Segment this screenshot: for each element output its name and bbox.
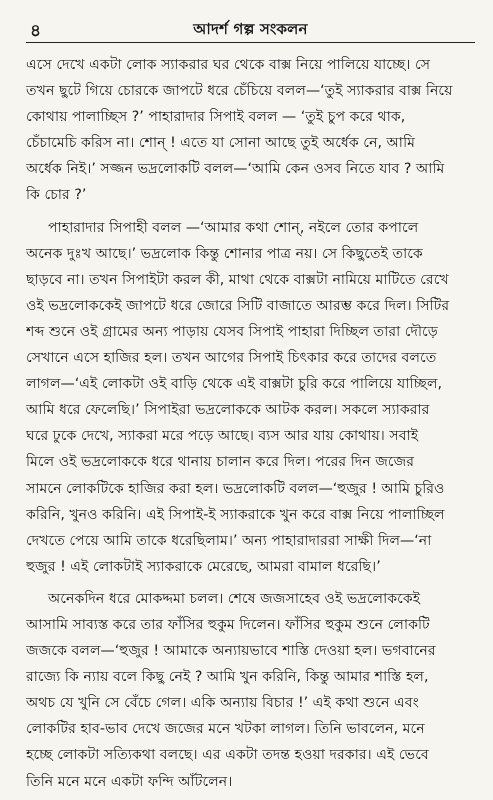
paragraph: [26, 586, 475, 795]
text-line: ওই ভদ্রলোককেই জাপটে ধরে জোরে সিটি বাজাতে আরম্ভ করে দিল। সিটির: [26, 297, 450, 314]
text-line: তখন ছুটে গিয়ে চোরকে জাপটে ধরে চেঁচিয়ে বলল—‘তুই স্যাকরার বাক্স নিয়ে: [26, 83, 453, 100]
text-line: অথচ যে খুনি সে বেঁচে গেল। একি অন্যায় বিচার !’ এই কথা শুনে এবং: [26, 695, 419, 712]
text-line: তিনি মনে মনে একটা ফন্দি আঁটলেন।: [26, 773, 233, 790]
running-title: আদর্শ গল্প সংকলন: [193, 20, 308, 38]
text-line: ঘরে ঢুকে দেখে, স্যাকরা মরে পড়ে আছে। ব্যস আর যায় কোথায়। সবাই: [26, 428, 419, 445]
text-line: ছাড়বে না। তখন সিপাইটা করল কী, মাথা থেকে বাক্সটা নামিয়ে মাটিতে রেখে: [26, 271, 449, 288]
text-line: হুজুর ! এই লোকটাই স্যাকরাকে মেরেছে, আমরা বামাল ধরেছি।’: [26, 558, 381, 575]
text-line: অর্ধেক নিই।’ সজ্জন ভদ্রলোকটি বলল—‘আমি কেন ওসব নিতে যাব ? আমি: [26, 161, 445, 178]
text-line: হচ্ছে লোকটা সত্যিকথা বলছে। এর একটা তদন্ত হওয়া দরকার। এই ভেবে: [26, 747, 429, 764]
text-line: সামনে লোকটিকে হাজির করা হল। ভদ্রলোকটি বলল—‘হুজুর ! আমি চুরিও: [26, 480, 445, 497]
text-line: এসে দেখে একটা লোক স্যাকরার ঘর থেকে বাক্স নিয়ে পালিয়ে যাচ্ছে। সে: [26, 57, 431, 73]
text-line: লাগল—‘এই লোকটা ওই বাড়ি থেকে এই বাক্সটা চুরি করে পালিয়ে যাচ্ছিল,: [26, 376, 443, 393]
page-number: ৪: [30, 21, 42, 41]
text-line: কোথায় পালাচ্ছিস ?’ পাহারাদার সিপাই বলল — ‘তুই চুপ করে থাক,: [26, 109, 406, 126]
story-text: [26, 52, 475, 795]
page-header: [26, 12, 475, 46]
text-line: কি চোর ?’: [26, 187, 87, 204]
text-line: আসামি সাব্যস্ত করে তার ফাঁসির হুকুম দিলেন। ফাঁসির হুকুম শুনে লোকটি: [26, 616, 430, 633]
text-line: পাহারাদার সিপাহী বলল —‘আমার কথা শোন্, নইলে তোর কপালে: [48, 219, 419, 236]
text-line: চেঁচামেচি করিস না। শোন্ ! এতে যা সোনা আছে তুই অর্ধেক নে, আমি: [26, 135, 416, 152]
text-line: জজকে বলল—‘হুজুর ! আমাকে অন্যায়ভাবে শাস্তি দেওয়া হল। ভগবানের: [26, 643, 436, 660]
text-line: মিলে ওই ভদ্রলোককে ধরে থানায় চালান করে দিল। পরের দিন জজের: [26, 454, 415, 471]
text-line: দেখতে পেয়ে আমি তাকে ধরেছিলাম।’ অন্য পাহারাদাররা সাক্ষী দিল—‘না: [26, 532, 432, 549]
paragraph: [26, 52, 475, 209]
text-line: অনেক দুঃখ আছে।’ ভদ্রলোক কিন্তু শোনার পাত্র নয়। সে কিছুতেই তাকে: [26, 245, 423, 262]
paragraph: [26, 215, 475, 580]
text-line: রাজ্যে কি ন্যায় বলে কিছু নেই ? আমি খুন করিনি, কিন্তু আমার শাস্তি হল,: [26, 669, 429, 686]
header-rule: [26, 42, 475, 43]
text-line: সেখানে এসে হাজির হল। তখন আগের সিপাই চিৎকার করে তাদের বলতে: [26, 350, 437, 367]
text-line: করিনি, খুনও করিনি। এই সিপাই-ই স্যাকরাকে খুন করে বাক্স নিয়ে পালাচ্ছিল: [26, 506, 445, 523]
text-line: শব্দ শুনে ওই গ্রামের অন্য পাড়ায় যেসব সিপাই পাহারা দিচ্ছিল তারা দৌড়ে: [26, 323, 438, 340]
text-line: লোকটির হাব-ভাব দেখে জজের মনে খটকা লাগল। তিনি ভাবলেন, মনে: [26, 721, 425, 738]
text-line: আমি ধরে ফেলেছি।’ সিপাইরা ভদ্রলোককে আটক করল। সকলে স্যাকরার: [26, 402, 430, 419]
text-line: অনেকদিন ধরে মোকদ্দমা চলল। শেষে জজসাহেব ওই ভদ্রলোককেই: [48, 590, 421, 607]
